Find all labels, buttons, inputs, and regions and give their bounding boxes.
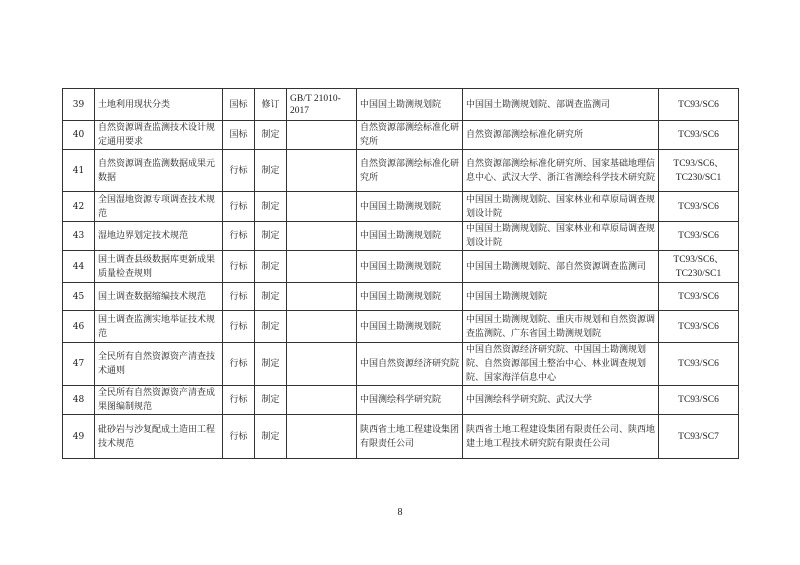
lead-unit: 中国自然资源经济研究院 — [357, 343, 463, 386]
standard-code — [287, 251, 357, 283]
project-action: 制定 — [255, 311, 287, 343]
standard-name: 自然资源调查监测技术设计规定通用要求 — [95, 121, 223, 150]
standard-code — [287, 343, 357, 386]
standard-type: 行标 — [223, 251, 255, 283]
project-action: 制定 — [255, 386, 287, 415]
standard-type: 行标 — [223, 415, 255, 459]
row-number: 39 — [63, 89, 95, 121]
standard-type: 国标 — [223, 89, 255, 121]
project-action: 制定 — [255, 222, 287, 251]
table-row — [63, 251, 739, 283]
standard-name: 土地利用现状分类 — [95, 89, 223, 121]
standard-code — [287, 150, 357, 192]
participating-units: 中国自然资源经济研究院、中国国土勘测规划院、自然资源部国土整治中心、林业调查规划院、国家海洋信息中心 — [463, 343, 659, 386]
standard-type: 国标 — [223, 121, 255, 150]
participating-units: 中国国土勘测规划院、国家林业和草原局调查规划设计院 — [463, 222, 659, 251]
standard-name: 国土调查数据缩编技术规范 — [95, 283, 223, 311]
standard-name: 全国湿地资源专项调查技术规范 — [95, 192, 223, 222]
project-action: 制定 — [255, 251, 287, 283]
standard-code — [287, 311, 357, 343]
lead-unit: 中国国土勘测规划院 — [357, 192, 463, 222]
table-row — [63, 150, 739, 192]
row-number: 48 — [63, 386, 95, 415]
participating-units: 中国国土勘测规划院 — [463, 283, 659, 311]
row-number: 42 — [63, 192, 95, 222]
standard-code — [287, 415, 357, 459]
project-action: 制定 — [255, 343, 287, 386]
standard-name: 全民所有自然资源资产清查技术通则 — [95, 343, 223, 386]
project-action: 制定 — [255, 192, 287, 222]
table-row — [63, 283, 739, 311]
standard-code: GB/T 21010-2017 — [287, 89, 357, 121]
project-action: 制定 — [255, 121, 287, 150]
technical-committee: TC93/SC6 — [659, 283, 739, 311]
technical-committee: TC93/SC6、TC230/SC1 — [659, 251, 739, 283]
lead-unit: 中国国土勘测规划院 — [357, 251, 463, 283]
participating-units: 中国测绘科学研究院、武汉大学 — [463, 386, 659, 415]
technical-committee: TC93/SC6 — [659, 121, 739, 150]
table-row — [63, 415, 739, 459]
row-number: 47 — [63, 343, 95, 386]
table-row — [63, 343, 739, 386]
participating-units: 中国国土勘测规划院、国家林业和草原局调查规划设计院 — [463, 192, 659, 222]
standard-type: 行标 — [223, 283, 255, 311]
standard-name: 国土调查监测实地举证技术规范 — [95, 311, 223, 343]
technical-committee: TC93/SC7 — [659, 415, 739, 459]
lead-unit: 中国国土勘测规划院 — [357, 283, 463, 311]
participating-units: 中国国土勘测规划院、重庆市规划和自然资源调查监测院、广东省国土勘测规划院 — [463, 311, 659, 343]
row-number: 43 — [63, 222, 95, 251]
technical-committee: TC93/SC6 — [659, 222, 739, 251]
standard-code — [287, 386, 357, 415]
page-number: 8 — [397, 507, 403, 518]
lead-unit: 中国国土勘测规划院 — [357, 89, 463, 121]
row-number: 41 — [63, 150, 95, 192]
standard-name: 全民所有自然资源资产清查成果图编制规范 — [95, 386, 223, 415]
standard-name: 砒砂岩与沙复配成土造田工程技术规范 — [95, 415, 223, 459]
lead-unit: 自然资源部测绘标准化研究所 — [357, 121, 463, 150]
standard-name: 国土调查县级数据库更新成果质量检查规则 — [95, 251, 223, 283]
project-action: 制定 — [255, 415, 287, 459]
participating-units: 自然资源部测绘标准化研究所 — [463, 121, 659, 150]
table-row — [63, 121, 739, 150]
row-number: 46 — [63, 311, 95, 343]
standard-type: 行标 — [223, 150, 255, 192]
standard-code — [287, 121, 357, 150]
table-row — [63, 311, 739, 343]
standard-name: 自然资源调查监测数据成果元数据 — [95, 150, 223, 192]
standard-code — [287, 192, 357, 222]
standard-type: 行标 — [223, 311, 255, 343]
participating-units: 中国国土勘测规划院、部调查监测司 — [463, 89, 659, 121]
technical-committee: TC93/SC6 — [659, 89, 739, 121]
lead-unit: 中国测绘科学研究院 — [357, 386, 463, 415]
technical-committee: TC93/SC6 — [659, 386, 739, 415]
row-number: 49 — [63, 415, 95, 459]
project-action: 修订 — [255, 89, 287, 121]
table-row — [63, 192, 739, 222]
project-action: 制定 — [255, 150, 287, 192]
row-number: 44 — [63, 251, 95, 283]
standard-type: 行标 — [223, 222, 255, 251]
standard-type: 行标 — [223, 192, 255, 222]
table-row — [63, 222, 739, 251]
standard-name: 湿地边界划定技术规范 — [95, 222, 223, 251]
standard-type: 行标 — [223, 386, 255, 415]
participating-units: 自然资源部测绘标准化研究所、国家基础地理信息中心、武汉大学、浙江省测绘科学技术研究院 — [463, 150, 659, 192]
row-number: 40 — [63, 121, 95, 150]
technical-committee: TC93/SC6 — [659, 311, 739, 343]
table-row — [63, 386, 739, 415]
standard-type: 行标 — [223, 343, 255, 386]
participating-units: 陕西省土地工程建设集团有限责任公司、陕西地建土地工程技术研究院有限责任公司 — [463, 415, 659, 459]
row-number: 45 — [63, 283, 95, 311]
project-action: 制定 — [255, 283, 287, 311]
lead-unit: 自然资源部测绘标准化研究所 — [357, 150, 463, 192]
standards-table — [62, 88, 739, 459]
technical-committee: TC93/SC6、TC230/SC1 — [659, 150, 739, 192]
standard-code — [287, 283, 357, 311]
technical-committee: TC93/SC6 — [659, 192, 739, 222]
lead-unit: 中国国土勘测规划院 — [357, 311, 463, 343]
lead-unit: 中国国土勘测规划院 — [357, 222, 463, 251]
lead-unit: 陕西省土地工程建设集团有限责任公司 — [357, 415, 463, 459]
technical-committee: TC93/SC6 — [659, 343, 739, 386]
participating-units: 中国国土勘测规划院、部自然资源调查监测司 — [463, 251, 659, 283]
standard-code — [287, 222, 357, 251]
table-row — [63, 89, 739, 121]
